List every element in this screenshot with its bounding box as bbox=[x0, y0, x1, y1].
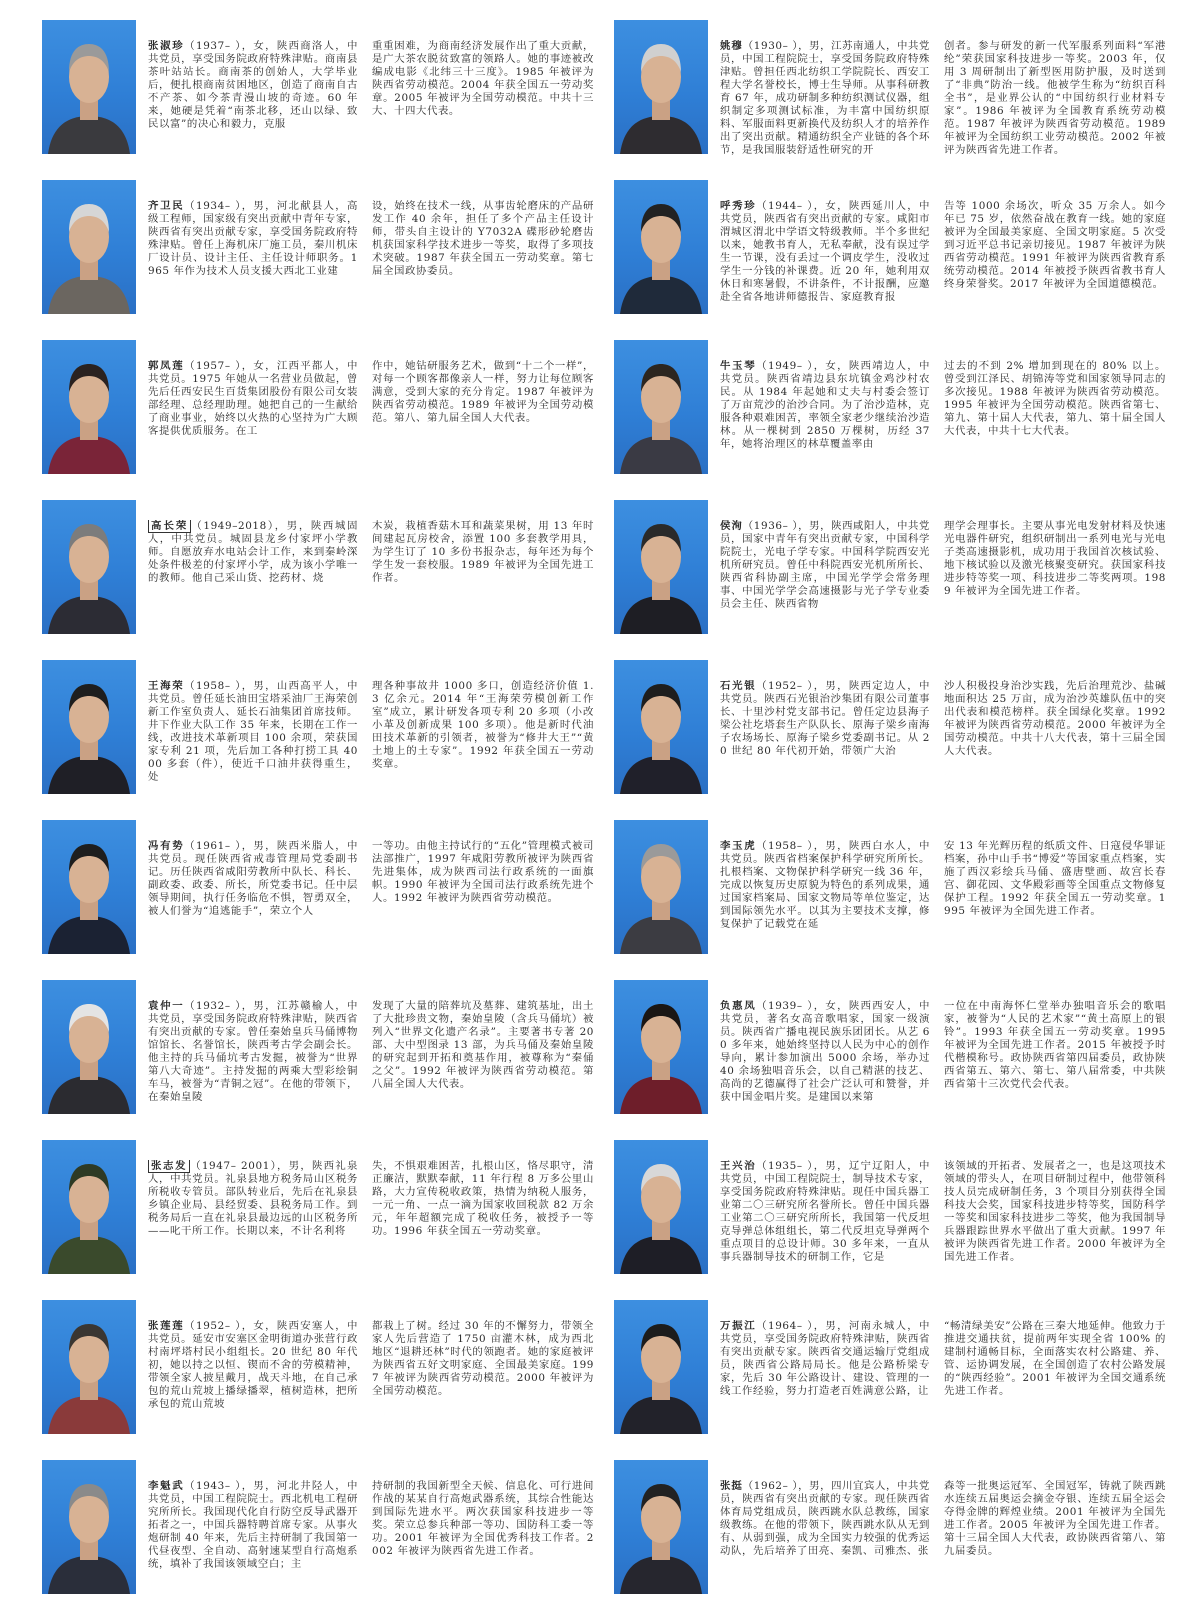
profile-entry bbox=[42, 500, 602, 660]
profile-entry bbox=[42, 660, 602, 820]
bio-text-part2: 沙人积极投身治沙实践，先后治理荒沙、盐碱地面积达 25 万亩，成为治沙英雄队伍中的突出代表和模范榜样。获全国绿化奖章。1992 年被评为陕西省劳动模范。2000 年被评为全国劳动模范。中共十八大代表，第十三届全国人大代表。 bbox=[944, 680, 1166, 757]
bio-text-part2: 安 13 年光辉历程的纸质文件、日寇侵华罪证档案，孙中山手书“博爱”等国家重点档案，实施了西汉彩绘兵马俑、盛唐壁画、故宫长春宫、御花园、文华殿彩画等全国重点文物修复保护工程。1992 年获全国五一劳动奖章。1995 年被评为全国先进工作者。 bbox=[944, 840, 1166, 917]
bio-text-part2: 过去的不到 2% 增加到现在的 80% 以上。曾受到江泽民、胡锦涛等党和国家领导同志的多次接见。1988 年被评为陕西省劳动模范。1995 年被评为全国劳动模范。陕西省第七、第九、第十届人大代表，第九、第十届全国人大代表，中共十七大代表。 bbox=[944, 360, 1166, 437]
person-name: 李魁武 bbox=[148, 1480, 185, 1492]
portrait-photo bbox=[42, 660, 136, 794]
bio-text-part2: 理各种事故井 1000 多口，创造经济价值 1.3 亿余元。2014 年“王海荣劳模创新工作室”成立，累计研发各项专利 20 多项（小改小革及创新成果 100 多项）。他是新时代油田技术革新的引领者，被誉为“修井大王”“黄土地上的土专家”。1992 年获全国五一劳动奖章。 bbox=[372, 680, 594, 770]
person-name: 王兴治 bbox=[720, 1160, 757, 1172]
bio-text-part2: 森等一批奥运冠军、全国冠军，铸就了陕西跳水连续五届奥运会摘金夺银、连续五届全运会夺得金牌的辉煌业绩。2001 年被评为全国先进工作者。2005 年被评为全国先进工作者。第十三届全国人大代表，政协陕西省第八、第九届委员。 bbox=[944, 1480, 1166, 1557]
bio-text-part1: （1930– ），男，江苏南通人，中共党员，中国工程院院士，享受国务院政府特殊津贴。曾担任西北纺织工学院院长、西安工程大学名誉校长，博士生导师。从事科研教育 67 年，成功研制多种纺织测试仪器，组织制定多项测试标准，为丰富中国纺织原料、军服面料更新换代及纺织人才的培养作出了突出贡献。精通纺织全产业链的各个环节，是我国服装舒适性研究的开 bbox=[720, 40, 930, 156]
left-column bbox=[42, 20, 602, 1620]
bio-text-part1: （1958– ），男，山西高平人，中共党员。曾任延长油田宝塔采油厂王海荣创新工作室负责人、延长石油集团首席技师。井下作业大队工作 35 年来，长期在工作一线，改进技术革新项目 100 余项，荣获国家专利 21 项，先后加工各种打捞工具 4000 多套（件），使近千口油井获得重生，处 bbox=[148, 680, 358, 783]
bio-text-part2: “畅清绿美安”公路在三秦大地延伸。他致力于推进交通扶贫，提前两年实现全省 100% 的建制村通畅目标，全面落实农村公路建、养、管、运协调发展，在全国创造了农村公路发展的“陕西经验”。2001 年被评为全国交通系统先进工作者。 bbox=[944, 1320, 1166, 1397]
portrait-photo bbox=[42, 1140, 136, 1274]
bio-text-part2: 一位在中南海怀仁堂举办独唱音乐会的歌唱家，被誉为“人民的艺术家”“黄土高原上的银铃”。1993 年获全国五一劳动奖章。1995 年被评为全国先进工作者。2015 年被授予时代楷模称号。政协陕西省第四届委员，政协陕西省第五、第六、第七、第八届常委，中共陕西省第十三次党代会代表。 bbox=[944, 1000, 1166, 1090]
bio-text-part2: 持研制的我国新型全天候、信息化、可行进间作战的某某自行高炮武器系统，其综合性能达到国际先进水平。两次获国家科技进步一等奖。荣立总参兵种部一等功、国防科工委一等功。2001 年被评为全国优秀科技工作者。2002 年被评为陕西省先进工作者。 bbox=[372, 1480, 594, 1557]
profile-entry bbox=[614, 500, 1174, 660]
profile-entry bbox=[42, 1460, 602, 1620]
bio-text-part1: （1952– ），男，陕西定边人，中共党员。陕西石光银治沙集团有限公司董事长、十里沙村党支部书记。曾任定边县海子梁公社圪塔套生产队队长、原海子梁乡南海子农场场长、原海子梁乡党委副书记。从 20 世纪 80 年代初开始，带领广大治 bbox=[720, 680, 930, 757]
person-name: 姚穆 bbox=[720, 40, 743, 52]
profile-entry bbox=[42, 820, 602, 980]
portrait-photo bbox=[42, 1300, 136, 1434]
person-name: 高长荣 bbox=[148, 520, 191, 533]
bio-text-part2: 告等 1000 余场次，听众 35 万余人。如今年已 75 岁，依然奋战在教育一线。她的家庭被评为全国最美家庭、全国文明家庭。5 次受到习近平总书记亲切接见。1987 年被评为陕西省劳动模范。1991 年被评为陕西省教育系统劳动模范。2014 年被授予陕西省教书育人终身荣誉奖。2017 年被评为全国道德模范。 bbox=[944, 200, 1166, 290]
bio-text-part1: （1935– ），男，辽宁辽阳人，中共党员，中国工程院院士，制导技术专家，享受国务院政府特殊津贴。现任中国兵器工业第二〇三研究所名誉所长。曾任中国兵器工业第二〇三研究所所长，我国第一代反坦克导弹总体组组长，第二代反坦克导弹两个重点项目的总设计师。30 多年来，一直从事兵器制导技术的研制工作，它是 bbox=[720, 1160, 930, 1263]
person-name: 张莲莲 bbox=[148, 1320, 185, 1332]
profile-entry bbox=[42, 1140, 602, 1300]
person-name: 石光银 bbox=[720, 680, 757, 692]
portrait-photo bbox=[42, 20, 136, 154]
person-name: 万振江 bbox=[720, 1320, 757, 1332]
bio-text-part2: 发现了大量的陪葬坑及墓葬、建筑基址，出土了大批珍贵文物，秦始皇陵（含兵马俑坑）被列入“世界文化遗产名录”。主要著书专著 20 部、大中型图录 13 部，为兵马俑及秦始皇陵的研究起到开拓和奠基作用，被尊称为“秦俑之父”。1992 年被评为陕西省劳动模范。第八届全国人大代表。 bbox=[372, 1000, 594, 1090]
bio-text-part1: （1949–2018），男，陕西城固人，中共党员。城固县龙乡付家坪小学教师。自愿放弃水电站会计工作，来到秦岭深处条件极差的付家坪小学，成为该小学唯一的教师。他自己采山货、挖药材、烧 bbox=[148, 520, 358, 584]
person-name: 张淑珍 bbox=[148, 40, 185, 52]
profile-entry bbox=[614, 20, 1174, 180]
bio-text-part1: （1936– ），男，陕西咸阳人，中共党员，国家中青年有突出贡献专家，中国科学院院士，光电子学专家。中国科学院西安光机所研究员。曾任中科院西安光机所所长、陕西省科协副主席，中国光学学会常务理事、中国光学学会高速摄影与光子学专业委员会主任、陕西省物 bbox=[720, 520, 930, 610]
person-name: 冯有势 bbox=[148, 840, 185, 852]
portrait-photo bbox=[42, 500, 136, 634]
bio-text-part2: 一等功。由他主持试行的“五化”管理模式被司法部推广，1997 年咸阳劳教所被评为陕西省先进集体，成为陕西司法行政系统的一面旗帜。1990 年被评为全国司法行政系统先进个人。1992 年被评为陕西省劳动模范。 bbox=[372, 840, 594, 904]
portrait-photo bbox=[614, 500, 708, 634]
profile-entry bbox=[614, 660, 1174, 820]
bio-text-part2: 创者。参与研发的新一代军服系列面料“军港纶”荣获国家科技进步一等奖。2003 年，仅用 3 周研制出了新型医用防护服，及时送到了“非典”防治一线。他被学生称为“纺织百科全书”，是业界公认的“中国纺织行业材料专家”。1986 年被评为全国教育系统劳动模范。1987 年被评为陕西省劳动模范。1989 年被评为全国纺织工业劳动模范。2002 年被评为陕西省先进工作者。 bbox=[944, 40, 1166, 156]
bio-text-part1: （1958– ），男，陕西白水人，中共党员。陕西省档案保护科学研究所所长。扎根档案、文物保护科学研究一线 36 年，完成以恢复历史原貌为特色的系列成果，通过国家档案局、国家文物局等单位鉴定，达到国际领先水平。以其为主要技术支撑，修复保护了记载党在延 bbox=[720, 840, 930, 930]
bio-text-part2: 理学会理事长。主要从事光电发射材料及快速光电器件研究，组织研制出一系列电光与光电子类高速摄影机，成功用于我国首次核试验、地下核试验以及激光核聚变研究。获国家科技进步特等奖一项、科技进步二等奖两项。1989 年被评为全国先进工作者。 bbox=[944, 520, 1166, 597]
bio-text-part1: （1964– ），男，河南永城人，中共党员，享受国务院政府特殊津贴，陕西省有突出贡献专家。陕西省交通运输厅党组成员，陕西省公路局局长。他是公路桥梁专家，先后 30 年公路设计、建设、管理的一线工作经验，努力打造老百姓满意公路，让 bbox=[720, 1320, 930, 1397]
portrait-photo bbox=[614, 180, 708, 314]
bio-text-part1: （1939– ），女，陕西西安人，中共党员，著名女高音歌唱家，国家一级演员。陕西省广播电视民族乐团团长。从艺 60 多年来，她始终坚持以人民为中心的创作导向，累计参加演出 5000 余场，举办过 40 余场独唱音乐会，以自己精湛的技艺、高尚的艺德赢得了社会广泛认可和赞誉，并获中国金唱片奖。是建国以来第 bbox=[720, 1000, 930, 1103]
portrait-photo bbox=[614, 340, 708, 474]
portrait-photo bbox=[614, 1300, 708, 1434]
profile-entry bbox=[42, 1300, 602, 1460]
bio-text-part2: 设，始终在技术一线，从事齿轮磨床的产品研发工作 40 余年，担任了多个产品主任设计师，带头自主设计的 Y7032A 碟形砂轮磨齿机获国家科学技术进步一等奖，取得了多项技术突破。1987 年获全国五一劳动奖章。第七届全国政协委员。 bbox=[372, 200, 594, 277]
profile-entry bbox=[614, 180, 1174, 340]
bio-text-part2: 都栽上了树。经过 30 年的不懈努力，带领全家人先后营造了 1750 亩灌木林，成为西北地区“退耕还林”时代的领跑者。她的家庭被评为陕西省五好文明家庭、全国最美家庭。1997 年被评为陕西省劳动模范。2000 年被评为全国劳动模范。 bbox=[372, 1320, 594, 1397]
right-column bbox=[614, 20, 1174, 1620]
portrait-photo bbox=[614, 660, 708, 794]
profile-entry bbox=[614, 1460, 1174, 1620]
bio-text-part2: 失，不惧艰难困苦，扎根山区，恪尽职守，清正廉洁，默默奉献，11 年行程 8 万多公里山路，大力宣传税收政策，热情为纳税人服务，一元一角、一点一滴为国家收回税款 82 万余元，年年超额完成了税收任务，被授予一等功。1996 年获全国五一劳动奖章。 bbox=[372, 1160, 594, 1237]
portrait-photo bbox=[42, 340, 136, 474]
portrait-photo bbox=[42, 980, 136, 1114]
profile-entry bbox=[614, 340, 1174, 500]
portrait-photo bbox=[614, 820, 708, 954]
portrait-photo bbox=[614, 1460, 708, 1594]
person-name: 呼秀珍 bbox=[720, 200, 757, 212]
profile-entry bbox=[614, 1300, 1174, 1460]
profile-entry bbox=[42, 20, 602, 180]
bio-text-part1: （1937– ），女，陕西商洛人，中共党员，享受国务院政府特殊津贴。商南县茶叶站站长。商南茶的创始人，大学毕业后，便扎根商南贫困地区，创造了商南自古不产茶、如今茶青漫山坡的奇迹。60 年来，她硬是凭着“南茶北移，还山以绿、致民以富”的决心和毅力，克服 bbox=[148, 40, 358, 130]
portrait-photo bbox=[42, 1460, 136, 1594]
portrait-photo bbox=[614, 980, 708, 1114]
profile-entry bbox=[614, 820, 1174, 980]
bio-text-part2: 作中，她钻研服务艺术，做到“十二个一样”，对每一个顾客都像亲人一样，努力让每位顾客满意，受到大家的充分肯定。1987 年被评为陕西省劳动模范。1989 年被评为全国劳动模范。第八、第九届全国人大代表。 bbox=[372, 360, 594, 424]
portrait-photo bbox=[614, 1140, 708, 1274]
bio-text-part1: （1932– ），男，江苏赣榆人，中共党员，享受国务院政府特殊津贴，陕西省有突出贡献的专家。曾任秦始皇兵马俑博物馆馆长、名誉馆长，陕西考古学会副会长。他主持的兵马俑坑考古发掘，被誉为“世界第八大奇迹”。主持发掘的两乘大型彩绘铜车马，被誉为“青铜之冠”。在他的带领下，在秦始皇陵 bbox=[148, 1000, 358, 1103]
profile-entry bbox=[42, 180, 602, 340]
person-name: 郭凤莲 bbox=[148, 360, 185, 372]
bio-text-part1: （1961– ），男，陕西米脂人，中共党员。现任陕西省戒毒管理局党委副书记。历任陕西省咸阳劳教所中队长、科长、副政委、政委、所长，所党委书记。任中层领导期间，执行任务临危不惧，智勇双全，被人们誉为“追逃能手”，荣立个人 bbox=[148, 840, 358, 917]
profile-entry bbox=[614, 980, 1174, 1140]
person-name: 齐卫民 bbox=[148, 200, 185, 212]
bio-text-part2: 重重困难，为商南经济发展作出了重大贡献，是广大茶农脱贫致富的领路人。她的事迹被改编成电影《北纬三十三度》。1985 年被评为陕西省劳动模范。2004 年获全国五一劳动奖章。2005 年被评为全国劳动模范。中共十三大、十四大代表。 bbox=[372, 40, 594, 117]
bio-text-part1: （1957– ），女，江西平都人，中共党员。1975 年她从一名营业员做起，曾先后任西安民生百货集团股份有限公司女装部经理、总经理助理。她把自己的一生献给了商业事业，始终以火热的心坚持为广大顾客提供优质服务。在工 bbox=[148, 360, 358, 437]
bio-text-part1: （1949– ），女，陕西靖边人，中共党员。陕西省靖边县东坑镇金鸡沙村农民。从 1984 年起她和丈夫与村委会签订了万亩荒沙的治沙合同。为了治沙造林，克服各种艰难困苦，率领全家老少继续治沙造林。从一棵树到 2850 万棵树，历经 37 年，她将治理区的林草覆盖率由 bbox=[720, 360, 930, 450]
person-name: 袁仲一 bbox=[148, 1000, 185, 1012]
portrait-photo bbox=[42, 180, 136, 314]
person-name: 负惠凤 bbox=[720, 1000, 757, 1012]
person-name: 侯洵 bbox=[720, 520, 743, 532]
bio-text-part1: （1947– 2001），男，陕西礼泉人，中共党员。礼泉县地方税务局山区税务所税收专管员。部队转业后，先后在礼泉县乡镇企业局、县经贸委、县税务局工作。到税务局后一直在礼泉县最边远的山区税务所——叱干所工作。长期以来，不计名利将 bbox=[148, 1160, 358, 1237]
person-name: 李玉虎 bbox=[720, 840, 757, 852]
portrait-photo bbox=[614, 20, 708, 154]
bio-text-part1: （1962– ），男，四川宜宾人，中共党员，陕西省有突出贡献的专家。现任陕西省体育局党组成员，陕西跳水队总教练，国家级教练。在他的带领下，陕西跳水队从无到有、从弱到强，成为全国实力较强的优秀运动队，先后培养了田亮、秦凯、司雅杰、张 bbox=[720, 1480, 930, 1557]
bio-text-part1: （1944– ），女，陕西延川人，中共党员，陕西省有突出贡献的专家。咸阳市渭城区渭北中学语文特级教师。半个多世纪以来，她教书育人，无私奉献，没有误过学生一节课，没有丢过一个调皮学生，没收过学生一分钱的补课费。近 20 年，她利用双休日和寒暑假，不讲条件，不计报酬，应邀赴全省各地讲师德报告、家庭教育报 bbox=[720, 200, 930, 303]
person-name: 张志发 bbox=[148, 1160, 190, 1173]
bio-text-part1: （1952– ），女，陕西安塞人，中共党员。延安市安塞区金明街道办张营行政村南坪塔村民小组组长。20 世纪 80 年代初，她以持之以恒、锲而不舍的劳模精神，带领全家人披星戴月，战天斗地，在自己承包的荒山荒坡上播绿播翠，植树造林，把所承包的荒山荒坡 bbox=[148, 1320, 358, 1410]
person-name: 王海荣 bbox=[148, 680, 185, 692]
bio-text-part1: （1934– ），男，河北献县人，高级工程师，国家级有突出贡献中青年专家，陕西省有突出贡献专家，享受国务院政府特殊津贴。曾任上海机床厂施工员，秦川机床厂设计员、设计主任、主任设计师职务。1965 年作为技术人员支援大西北工业建 bbox=[148, 200, 358, 277]
profile-entry bbox=[614, 1140, 1174, 1300]
person-name: 张挺 bbox=[720, 1480, 743, 1492]
bio-text-part2: 该领域的开拓者、发展者之一，也是这项技术领域的带头人，在项目研制过程中，他带领科技人员完成研制任务，3 个项目分别获得全国科技大会奖，国家科技进步特等奖，国防科学一等奖和国家科技进步二等奖，他为我国制导兵器跟踪世界水平做出了重大贡献。1997 年被评为陕西省先进工作者。2000 年被评为全国先进工作者。 bbox=[944, 1160, 1166, 1263]
profile-entry bbox=[42, 340, 602, 500]
bio-text-part1: （1943– ），男，河北井陉人，中共党员，中国工程院院士。西北机电工程研究所所长。我国现代化自行防空反导武器开拓者之一，中国兵器特聘首席专家。从事火炮研制 40 年来，先后主持研制了我国第一代昼夜型、全自动、高射速某型自行高炮系统，填补了我国该领域空白；主 bbox=[148, 1480, 358, 1570]
profile-entry bbox=[42, 980, 602, 1140]
bio-text-part2: 木炭，栽植香菇木耳和蔬菜果树，用 13 年时间建起瓦房校舍，添置 100 多套教学用具，为学生订了 10 多份书报杂志，每年还为每个学生发一套校服。1989 年被评为全国先进工作者。 bbox=[372, 520, 594, 584]
person-name: 牛玉琴 bbox=[720, 360, 757, 372]
portrait-photo bbox=[42, 820, 136, 954]
